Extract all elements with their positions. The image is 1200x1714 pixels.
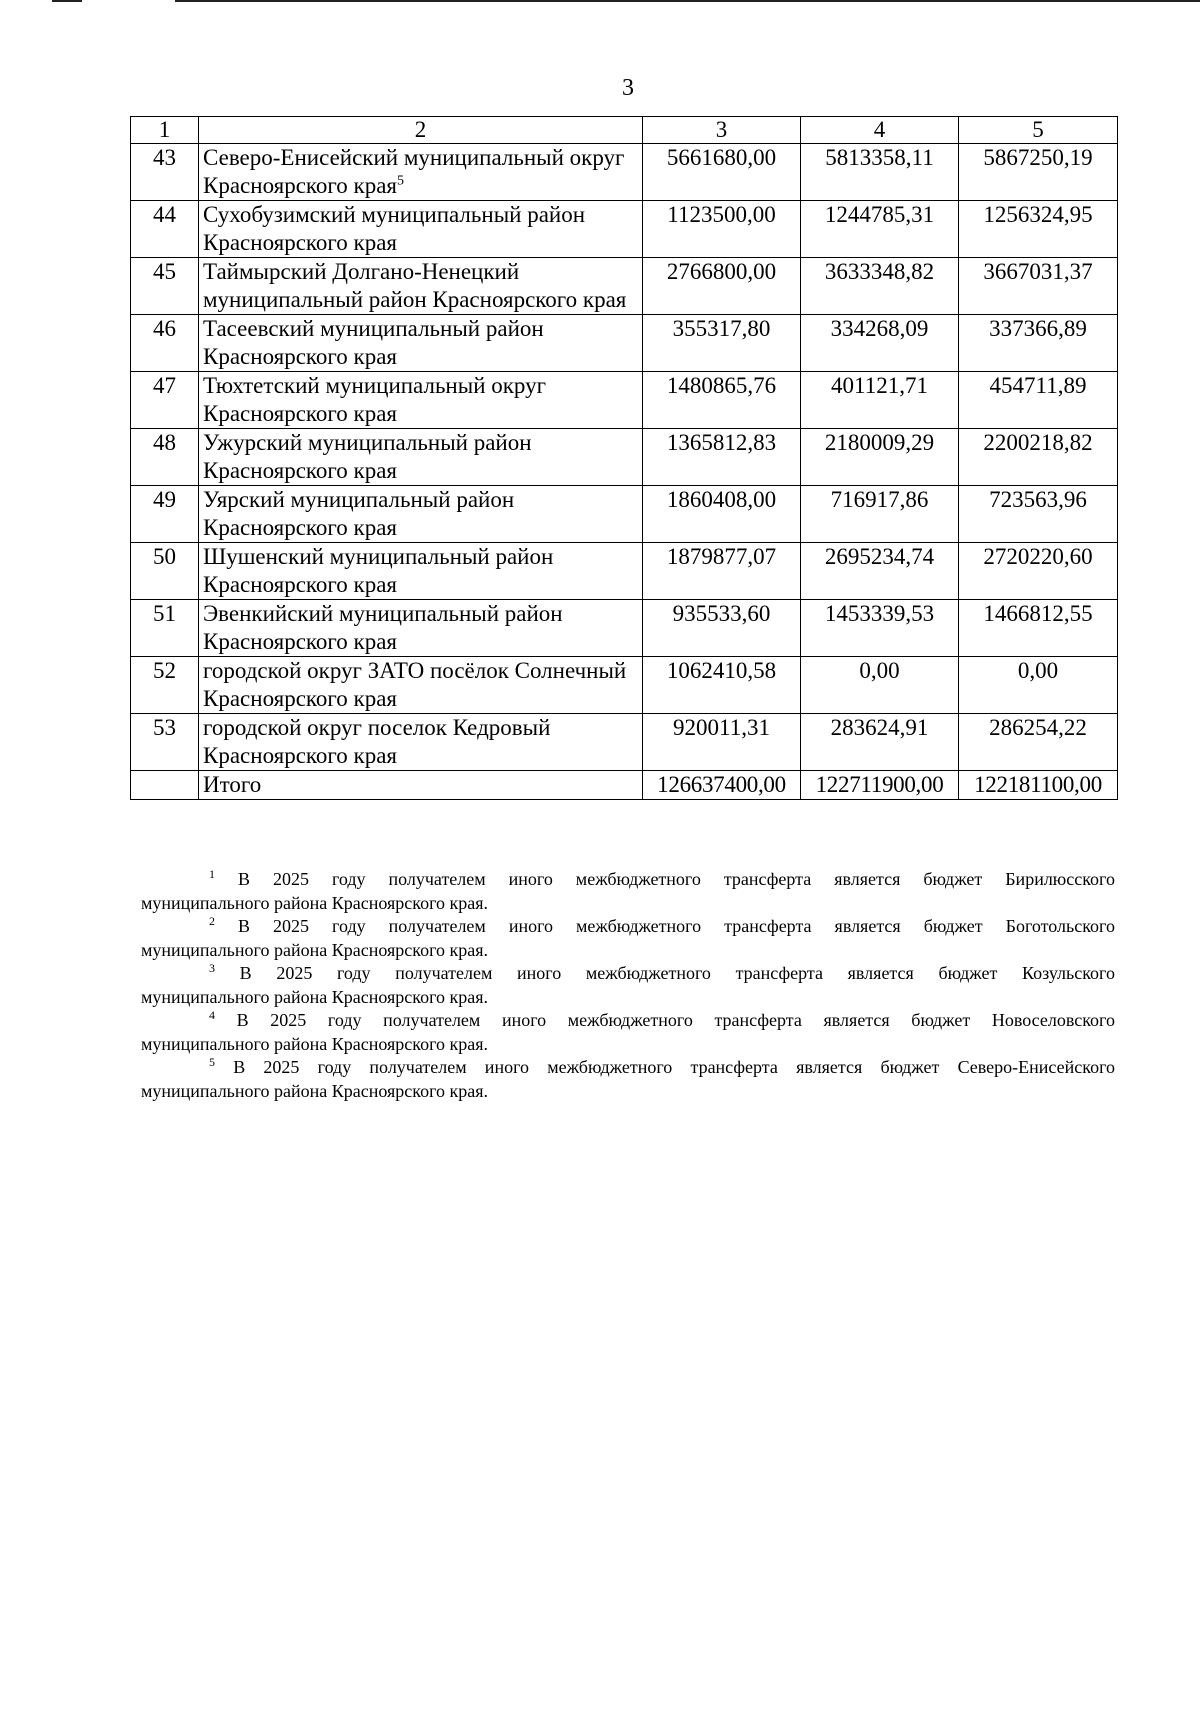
table-row — [131, 543, 1118, 600]
footnote-text: В 2025 году получателем иного межбюджетного трансферта является бюджет Боготольского — [238, 916, 1115, 936]
municipality-name: Сухобузимский муниципальный район Красноярского края — [199, 201, 643, 258]
table-row — [131, 714, 1118, 771]
row-number: 53 — [131, 714, 199, 771]
value-col3: 1879877,07 — [643, 543, 801, 600]
municipality-name — [199, 144, 643, 201]
table-row — [131, 429, 1118, 486]
municipality-name: Тюхтетский муниципальный округ Красноярского края — [199, 372, 643, 429]
row-number: 45 — [131, 258, 199, 315]
header-cell: 1 — [131, 117, 199, 144]
municipality-name-text: Северо-Енисейский муниципальный округ Красноярского края — [203, 145, 625, 198]
row-number: 48 — [131, 429, 199, 486]
footnote-mark: 5 — [209, 1055, 215, 1069]
value-col3: 2766800,00 — [643, 258, 801, 315]
municipality-name: Эвенкийский муниципальный район Красноярского края — [199, 600, 643, 657]
value-col5: 2200218,82 — [959, 429, 1118, 486]
footnote-continuation: муниципального района Красноярского края. — [141, 1080, 489, 1101]
value-col4: 3633348,82 — [801, 258, 959, 315]
row-number: 50 — [131, 543, 199, 600]
header-cell: 2 — [199, 117, 643, 144]
value-col4: 716917,86 — [801, 486, 959, 543]
value-col5: 337366,89 — [959, 315, 1118, 372]
scan-edge-line-left — [52, 0, 82, 2]
footnote-text: В 2025 году получателем иного межбюджетного трансферта является бюджет Новоселовского — [236, 1010, 1115, 1030]
footnote — [141, 962, 1115, 1009]
header-cell: 3 — [643, 117, 801, 144]
municipality-name: Таймырский Долгано-Ненецкий муниципальный район Красноярского края — [199, 258, 643, 315]
municipality-name: Ужурский муниципальный район Красноярского края — [199, 429, 643, 486]
budget-table — [130, 116, 1118, 800]
table-header-row — [131, 117, 1118, 144]
value-col3: 920011,31 — [643, 714, 801, 771]
total-col3: 126637400,00 — [643, 771, 801, 800]
value-col3: 355317,80 — [643, 315, 801, 372]
table-row — [131, 486, 1118, 543]
municipality-name: Тасеевский муниципальный район Красноярского края — [199, 315, 643, 372]
total-label: Итого — [199, 771, 643, 800]
value-col4: 2180009,29 — [801, 429, 959, 486]
value-col5: 1256324,95 — [959, 201, 1118, 258]
table-row — [131, 201, 1118, 258]
value-col5: 454711,89 — [959, 372, 1118, 429]
value-col4: 5813358,11 — [801, 144, 959, 201]
footnote-marker: 5 — [397, 173, 404, 189]
footnote-continuation: муниципального района Красноярского края. — [141, 986, 489, 1007]
header-cell: 4 — [801, 117, 959, 144]
value-col3: 1123500,00 — [643, 201, 801, 258]
footnote-continuation: муниципального района Красноярского края. — [141, 939, 489, 960]
page-number: 3 — [622, 75, 634, 101]
municipality-name: городской округ ЗАТО посёлок Солнечный Красноярского края — [199, 657, 643, 714]
footnote-first-line — [141, 1009, 1115, 1033]
footnote-mark: 4 — [209, 1008, 215, 1022]
value-col3: 5661680,00 — [643, 144, 801, 201]
value-col5: 723563,96 — [959, 486, 1118, 543]
footnote-continuation: муниципального района Красноярского края. — [141, 892, 489, 913]
value-col5: 286254,22 — [959, 714, 1118, 771]
footnote-text: В 2025 году получателем иного межбюджетного трансферта является бюджет Козульского — [239, 963, 1115, 983]
scan-edge-line-top — [175, 0, 1200, 2]
value-col3: 1062410,58 — [643, 657, 801, 714]
footnotes — [141, 868, 1115, 1103]
footnote-text: В 2025 году получателем иного межбюджетного трансферта является бюджет Северо-Енисейского — [233, 1057, 1116, 1077]
total-row — [131, 771, 1118, 800]
value-col4: 1453339,53 — [801, 600, 959, 657]
total-col5: 122181100,00 — [959, 771, 1118, 800]
footnote-mark: 2 — [209, 914, 215, 928]
footnote-first-line — [141, 915, 1115, 939]
row-number: 49 — [131, 486, 199, 543]
footnote — [141, 868, 1115, 915]
value-col5: 3667031,37 — [959, 258, 1118, 315]
value-col3: 935533,60 — [643, 600, 801, 657]
value-col3: 1480865,76 — [643, 372, 801, 429]
footnote-text: В 2025 году получателем иного межбюджетного трансферта является бюджет Бирилюсского — [237, 869, 1115, 889]
table-row — [131, 315, 1118, 372]
row-number: 44 — [131, 201, 199, 258]
row-number: 51 — [131, 600, 199, 657]
footnote-first-line — [141, 1056, 1115, 1080]
value-col3: 1365812,83 — [643, 429, 801, 486]
header-cell: 5 — [959, 117, 1118, 144]
value-col5: 0,00 — [959, 657, 1118, 714]
footnote-continuation: муниципального района Красноярского края. — [141, 1033, 489, 1054]
municipality-name: Шушенский муниципальный район Красноярского края — [199, 543, 643, 600]
footnote-mark: 1 — [209, 867, 215, 881]
value-col3: 1860408,00 — [643, 486, 801, 543]
row-number: 52 — [131, 657, 199, 714]
row-number: 47 — [131, 372, 199, 429]
total-number-cell — [131, 771, 199, 800]
footnote-first-line — [141, 868, 1115, 892]
value-col5: 1466812,55 — [959, 600, 1118, 657]
row-number: 43 — [131, 144, 199, 201]
value-col4: 1244785,31 — [801, 201, 959, 258]
footnote-first-line — [141, 962, 1115, 986]
table-row — [131, 600, 1118, 657]
value-col4: 2695234,74 — [801, 543, 959, 600]
footnote — [141, 1009, 1115, 1056]
value-col4: 401121,71 — [801, 372, 959, 429]
row-number: 46 — [131, 315, 199, 372]
value-col4: 0,00 — [801, 657, 959, 714]
footnote — [141, 915, 1115, 962]
total-col4: 122711900,00 — [801, 771, 959, 800]
table-row — [131, 258, 1118, 315]
table-row — [131, 657, 1118, 714]
footnote-mark: 3 — [209, 961, 215, 975]
municipality-name: Уярский муниципальный район Красноярского края — [199, 486, 643, 543]
value-col5: 2720220,60 — [959, 543, 1118, 600]
value-col4: 334268,09 — [801, 315, 959, 372]
table-row — [131, 144, 1118, 201]
footnote — [141, 1056, 1115, 1103]
value-col5: 5867250,19 — [959, 144, 1118, 201]
table-row — [131, 372, 1118, 429]
value-col4: 283624,91 — [801, 714, 959, 771]
municipality-name: городской округ поселок Кедровый Красноярского края — [199, 714, 643, 771]
